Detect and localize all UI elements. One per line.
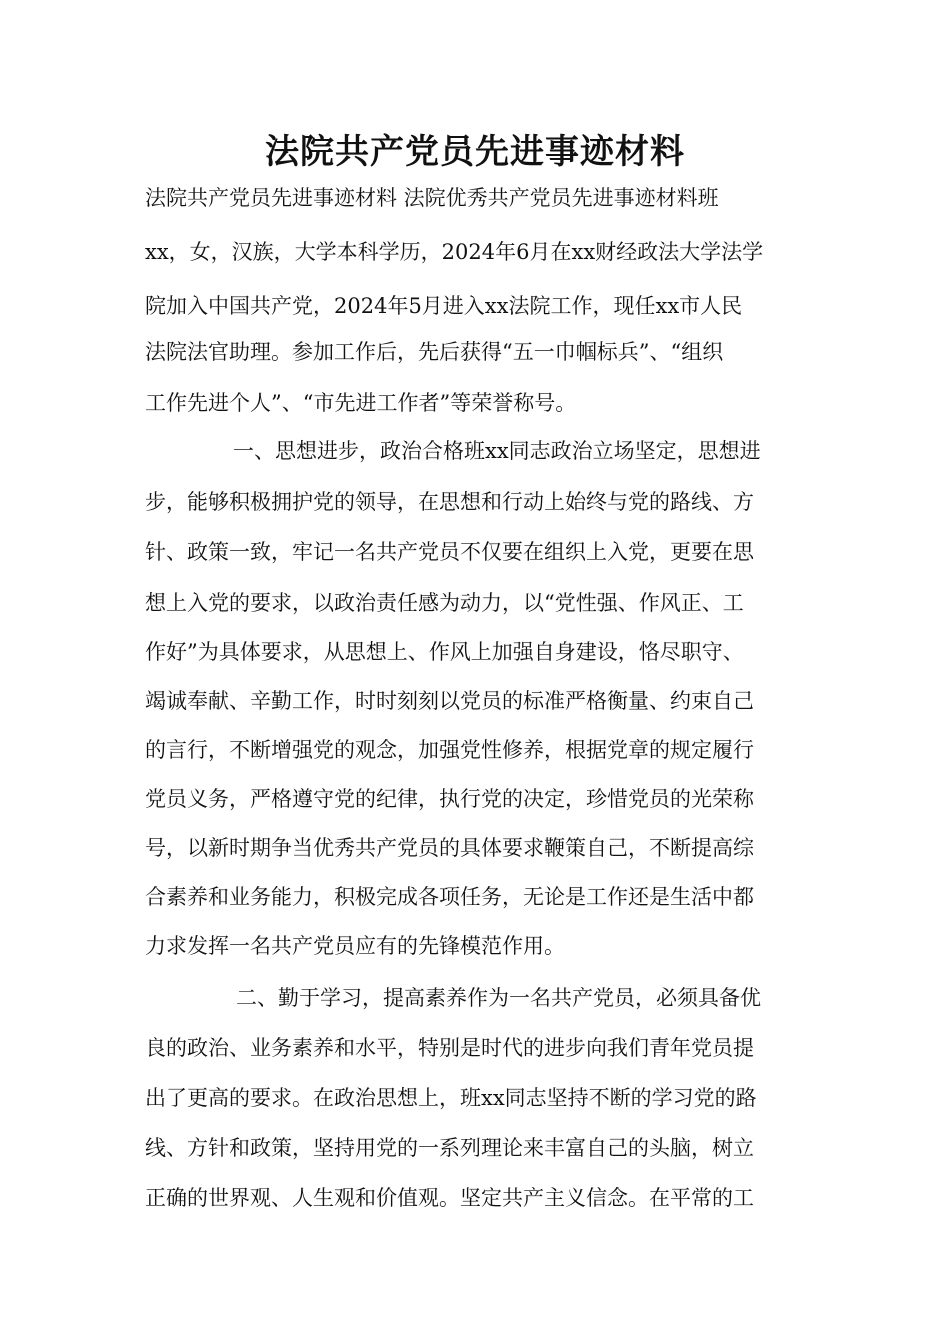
section-heading-line: 二、勤于学习，提高素养作为一名共产党员，必须具备优 [236,986,761,1010]
body-line: 出了更高的要求。在政治思想上，班xx同志坚持不断的学习党的路 [145,1086,757,1110]
body-line: xx，女，汉族，大学本科学历，2024年6月在xx财经政法大学法学 [145,240,764,264]
body-line: 步，能够积极拥护党的领导，在思想和行动上始终与党的路线、方 [145,490,754,514]
body-line: 竭诚奉献、辛勤工作，时时刻刻以党员的标准严格衡量、约束自己 [145,689,754,713]
body-line: 力求发挥一名共产党员应有的先锋模范作用。 [145,934,565,958]
body-line: 合素养和业务能力，积极完成各项任务，无论是工作还是生活中都 [145,885,754,909]
body-line: 号，以新时期争当优秀共产党员的具体要求鞭策自己，不断提高综 [145,836,754,860]
section-heading-line: 一、思想进步，政治合格班xx同志政治立场坚定，思想进 [233,439,761,463]
body-line: 的言行，不断增强党的观念，加强党性修养，根据党章的规定履行 [145,738,754,762]
body-line: 工作先进个人”、“市先进工作者”等荣誉称号。 [145,391,577,415]
body-line: 线、方针和政策，坚持用党的一系列理论来丰富自己的头脑，树立 [145,1136,754,1160]
body-line: 针、政策一致，牢记一名共产党员不仅要在组织上入党，更要在思 [145,540,754,564]
body-line: 院加入中国共产党，2024年5月进入xx法院工作，现任xx市人民 [145,294,743,318]
body-line: 党员义务，严格遵守党的纪律，执行党的决定，珍惜党员的光荣称 [145,787,754,811]
body-line: 作好”为具体要求，从思想上、作风上加强自身建设，恪尽职守、 [145,640,744,664]
body-line: 法院共产党员先进事迹材料 法院优秀共产党员先进事迹材料班 [145,186,719,210]
body-line: 良的政治、业务素养和水平，特别是时代的进步向我们青年党员提 [145,1036,754,1060]
body-line: 法院法官助理。参加工作后，先后获得“五一巾帼标兵”、“组织 [145,340,724,364]
body-line: 正确的世界观、人生观和价值观。坚定共产主义信念。在平常的工 [145,1186,754,1210]
document-title: 法院共产党员先进事迹材料 [265,132,685,172]
body-line: 想上入党的要求，以政治责任感为动力，以“党性强、作风正、工 [145,591,744,615]
